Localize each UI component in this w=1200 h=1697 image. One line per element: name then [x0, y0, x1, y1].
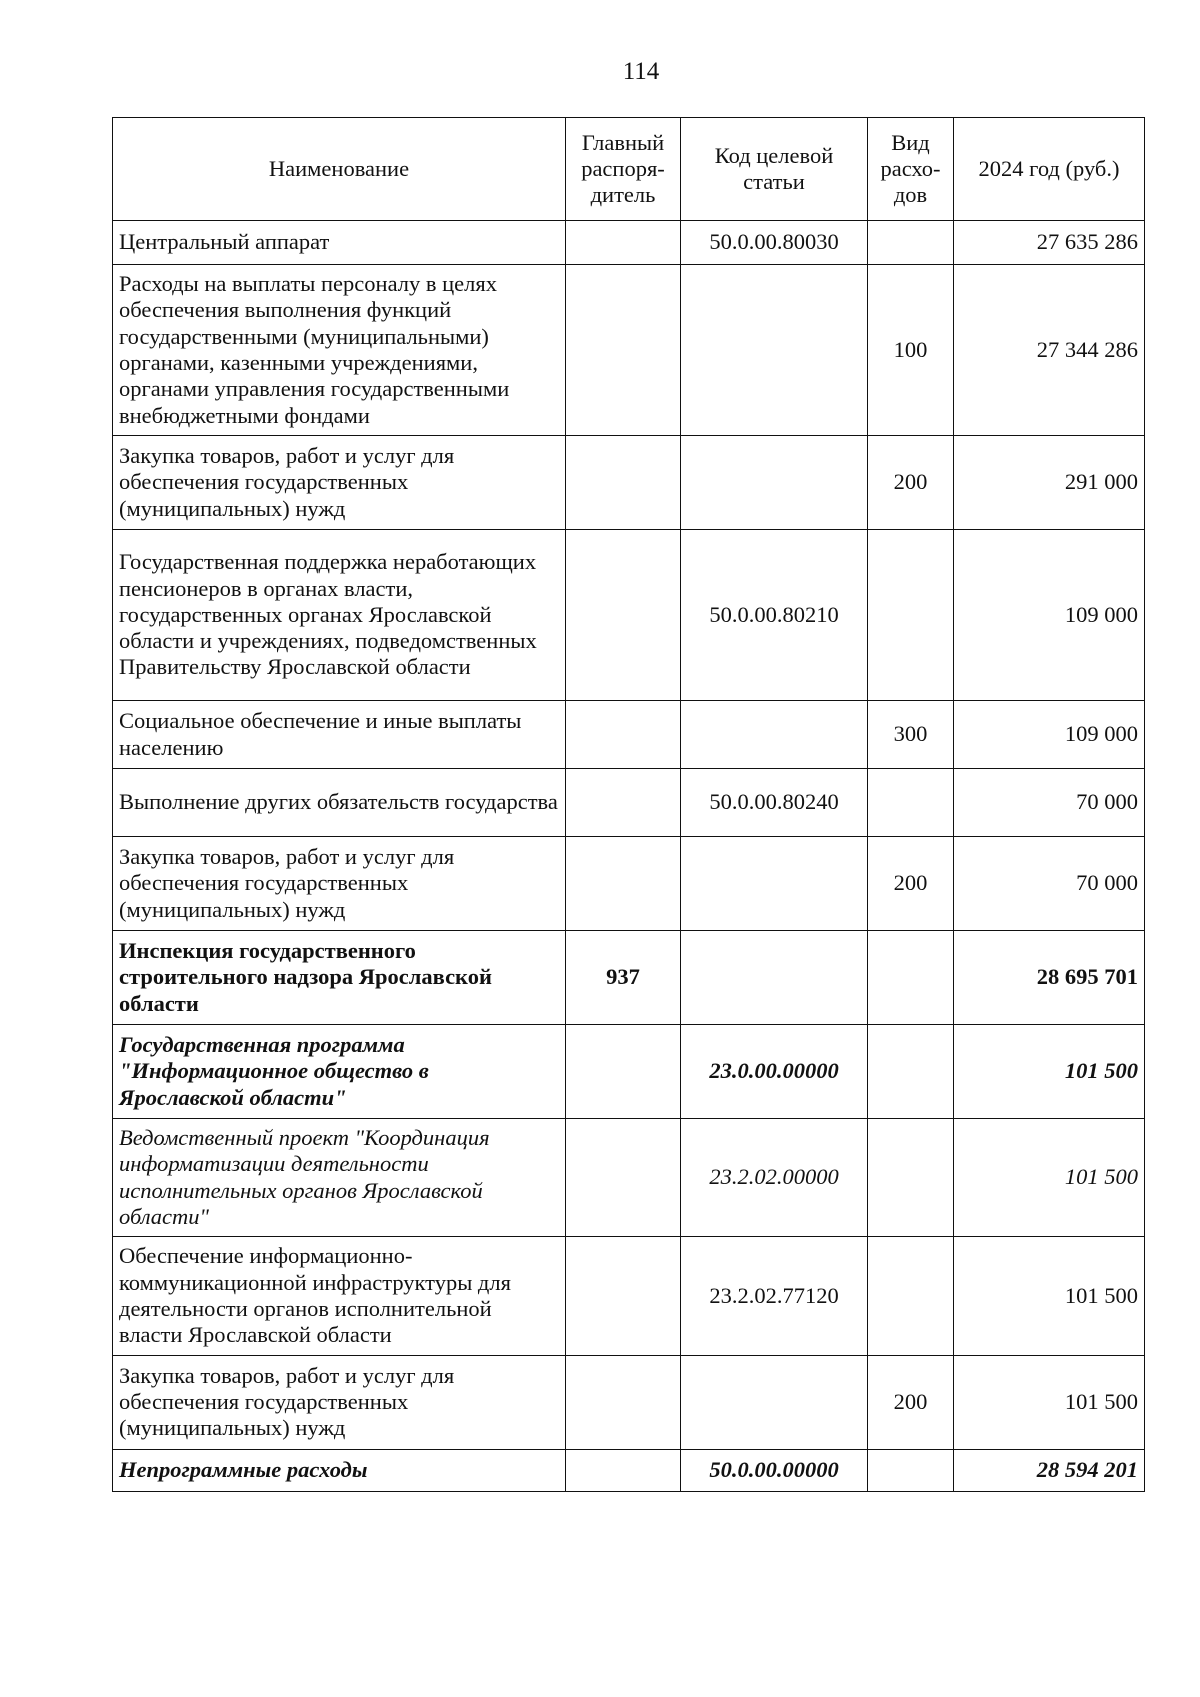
cell-admin — [566, 1449, 681, 1491]
cell-name: Обеспечение информационно-коммуникационной инфраструктуры для деятельности органов исполнительной власти Ярославской области — [113, 1237, 566, 1355]
table-row — [113, 1119, 1145, 1237]
header-code: Код целевой статьи — [681, 118, 868, 221]
cell-name: Закупка товаров, работ и услуг для обеспечения государственных (муниципальных) нужд — [113, 1355, 566, 1449]
cell-type — [868, 931, 954, 1025]
cell-name: Социальное обеспечение и иные выплаты населению — [113, 701, 566, 769]
cell-name: Государственная программа "Информационное общество в Ярославской области" — [113, 1025, 566, 1119]
cell-admin — [566, 436, 681, 530]
cell-amount: 101 500 — [954, 1025, 1145, 1119]
header-amount: 2024 год (руб.) — [954, 118, 1145, 221]
cell-admin — [566, 837, 681, 931]
cell-amount: 28 594 201 — [954, 1449, 1145, 1491]
table-row — [113, 1237, 1145, 1355]
header-type: Вид расхо-дов — [868, 118, 954, 221]
table-row — [113, 1025, 1145, 1119]
cell-type — [868, 1449, 954, 1491]
table-row — [113, 436, 1145, 530]
cell-amount: 101 500 — [954, 1119, 1145, 1237]
cell-code — [681, 436, 868, 530]
cell-admin — [566, 221, 681, 265]
cell-code: 23.0.00.00000 — [681, 1025, 868, 1119]
cell-amount: 27 344 286 — [954, 265, 1145, 436]
table-row — [113, 931, 1145, 1025]
table-row — [113, 1355, 1145, 1449]
cell-code: 50.0.00.80210 — [681, 530, 868, 701]
table-row — [113, 701, 1145, 769]
cell-amount: 291 000 — [954, 436, 1145, 530]
cell-admin — [566, 1119, 681, 1237]
cell-type — [868, 769, 954, 837]
cell-admin — [566, 1237, 681, 1355]
cell-code: 50.0.00.80240 — [681, 769, 868, 837]
table-row — [113, 265, 1145, 436]
cell-code: 23.2.02.00000 — [681, 1119, 868, 1237]
cell-code — [681, 1355, 868, 1449]
cell-name: Выполнение других обязательств государства — [113, 769, 566, 837]
table-body — [113, 221, 1145, 1492]
cell-name: Расходы на выплаты персоналу в целях обеспечения выполнения функций государственными (муниципальными) органами, казенными учреждениями, органами управления государственными внебюджетными фондами — [113, 265, 566, 436]
cell-type — [868, 1237, 954, 1355]
cell-amount: 70 000 — [954, 769, 1145, 837]
cell-code: 50.0.00.80030 — [681, 221, 868, 265]
cell-code — [681, 265, 868, 436]
table-row — [113, 1449, 1145, 1491]
cell-code — [681, 701, 868, 769]
cell-amount: 101 500 — [954, 1355, 1145, 1449]
cell-name: Непрограммные расходы — [113, 1449, 566, 1491]
page-number: 114 — [622, 58, 660, 85]
cell-code: 23.2.02.77120 — [681, 1237, 868, 1355]
cell-amount: 101 500 — [954, 1237, 1145, 1355]
cell-type — [868, 221, 954, 265]
budget-table — [112, 117, 1145, 1492]
cell-code — [681, 931, 868, 1025]
cell-name: Ведомственный проект "Координация информатизации деятельности исполнительных органов Ярославской области" — [113, 1119, 566, 1237]
cell-type: 300 — [868, 701, 954, 769]
cell-admin — [566, 1025, 681, 1119]
cell-type: 200 — [868, 1355, 954, 1449]
table-header-row — [113, 118, 1145, 221]
table-row — [113, 769, 1145, 837]
cell-amount: 109 000 — [954, 530, 1145, 701]
cell-code — [681, 837, 868, 931]
cell-admin — [566, 265, 681, 436]
cell-admin — [566, 701, 681, 769]
cell-type: 200 — [868, 837, 954, 931]
cell-admin: 937 — [566, 931, 681, 1025]
cell-code: 50.0.00.00000 — [681, 1449, 868, 1491]
cell-type — [868, 530, 954, 701]
table-row — [113, 221, 1145, 265]
cell-amount: 27 635 286 — [954, 221, 1145, 265]
cell-name: Государственная поддержка неработающих пенсионеров в органах власти, государственных органах Ярославской области и учреждениях, подведомственных Правительству Ярославской области — [113, 530, 566, 701]
cell-amount: 28 695 701 — [954, 931, 1145, 1025]
table-row — [113, 530, 1145, 701]
header-name: Наименование — [113, 118, 566, 221]
cell-type: 200 — [868, 436, 954, 530]
cell-type — [868, 1025, 954, 1119]
cell-admin — [566, 1355, 681, 1449]
header-admin: Главный распоря-дитель — [566, 118, 681, 221]
cell-admin — [566, 769, 681, 837]
cell-amount: 70 000 — [954, 837, 1145, 931]
cell-amount: 109 000 — [954, 701, 1145, 769]
cell-name: Инспекция государственного строительного надзора Ярославской области — [113, 931, 566, 1025]
cell-name: Закупка товаров, работ и услуг для обеспечения государственных (муниципальных) нужд — [113, 436, 566, 530]
cell-admin — [566, 530, 681, 701]
cell-name: Центральный аппарат — [113, 221, 566, 265]
table-row — [113, 837, 1145, 931]
cell-type: 100 — [868, 265, 954, 436]
cell-type — [868, 1119, 954, 1237]
cell-name: Закупка товаров, работ и услуг для обеспечения государственных (муниципальных) нужд — [113, 837, 566, 931]
